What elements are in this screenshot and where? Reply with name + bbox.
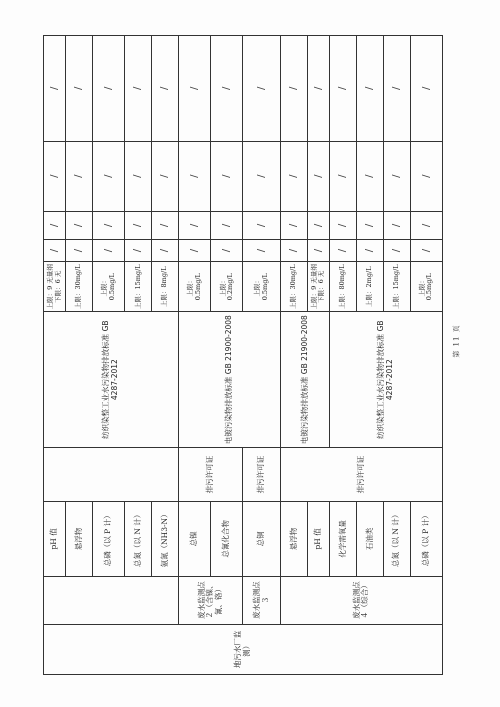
dash-cell: /	[125, 211, 152, 239]
dash-cell: /	[179, 141, 211, 211]
param-cell: 总磷（以 P 计）	[410, 502, 442, 576]
param-cell: 总氰化合物	[211, 502, 243, 576]
param-cell: 总氮（以 N 计）	[125, 502, 152, 576]
dash-cell: /	[307, 141, 329, 211]
dash-cell: /	[125, 36, 152, 142]
dash-cell: /	[211, 141, 243, 211]
dash-cell: /	[211, 36, 243, 142]
dash-cell: /	[92, 141, 124, 211]
dash-cell: /	[179, 36, 211, 142]
dash-cell: /	[280, 141, 307, 211]
dash-cell: /	[356, 141, 383, 211]
permit-cell: 排污许可证	[243, 447, 281, 501]
standard-cell: 纺织染整工业水污染物排放标准 GB 4287-2012	[329, 312, 442, 448]
dash-cell: /	[152, 141, 179, 211]
dash-cell: /	[383, 141, 410, 211]
permit-cell	[44, 447, 179, 501]
limit-cell: 上限：9 无量纲 下限：6 无	[44, 262, 66, 312]
dash-cell: /	[280, 240, 307, 262]
dash-cell: /	[66, 211, 93, 239]
limit-cell: 上限：2mg/L	[356, 262, 383, 312]
dash-cell: /	[125, 141, 152, 211]
dash-cell: /	[243, 141, 281, 211]
table-row	[280, 36, 307, 675]
limit-cell: 上限：0.5mg/L	[243, 262, 281, 312]
dash-cell: /	[356, 36, 383, 142]
param-cell: 总氮（以 N 计）	[383, 502, 410, 576]
param-cell: 总磷（以 P 计）	[92, 502, 124, 576]
dash-cell: /	[410, 211, 442, 239]
dash-cell: /	[92, 36, 124, 142]
dash-cell: /	[243, 211, 281, 239]
param-cell: pH 值	[307, 502, 329, 576]
dash-cell: /	[66, 141, 93, 211]
permit-cell: 排污许可证	[280, 447, 442, 501]
param-cell: 氨氮（NH3-N）	[152, 502, 179, 576]
limit-cell: 上限：9 无量纲 下限：6 无	[307, 262, 329, 312]
dash-cell: /	[410, 240, 442, 262]
page-number: 第 11 页	[452, 324, 461, 358]
table-row	[44, 36, 66, 675]
dash-cell: /	[44, 240, 66, 262]
dash-cell: /	[211, 240, 243, 262]
param-cell: 化学需氧量	[329, 502, 356, 576]
dash-cell: /	[66, 36, 93, 142]
limit-cell: 上限：0.2mg/L	[211, 262, 243, 312]
dash-cell: /	[410, 36, 442, 142]
limit-cell: 上限：0.5mg/L	[92, 262, 124, 312]
limit-cell: 上限：8mg/L	[152, 262, 179, 312]
table-row	[179, 36, 211, 675]
limit-cell: 上限：30mg/L	[280, 262, 307, 312]
param-cell: 悬浮物	[66, 502, 93, 576]
limit-cell: 上限：30mg/L	[66, 262, 93, 312]
limit-cell: 上限：80mg/L	[329, 262, 356, 312]
dash-cell: /	[307, 36, 329, 142]
param-cell: 石油类	[356, 502, 383, 576]
dash-cell: /	[356, 211, 383, 239]
monitoring-table-rotated	[43, 35, 443, 675]
permit-cell: 排污许可证	[179, 447, 243, 501]
point-label	[44, 576, 179, 624]
dash-cell: /	[179, 240, 211, 262]
standard-cell: 电镀污染物排放标准 GB 21900-2008	[179, 312, 281, 448]
dash-cell: /	[307, 211, 329, 239]
standard-cell: 电镀污染物排放标准 GB 21900-2008	[280, 312, 329, 448]
limit-cell: 上限：15mg/L	[125, 262, 152, 312]
param-cell: 总镍	[179, 502, 211, 576]
dash-cell: /	[152, 36, 179, 142]
dash-cell: /	[329, 36, 356, 142]
dash-cell: /	[243, 36, 281, 142]
limit-cell: 上限：15mg/L	[383, 262, 410, 312]
dash-cell: /	[44, 211, 66, 239]
dash-cell: /	[410, 141, 442, 211]
dash-cell: /	[125, 240, 152, 262]
dash-cell: /	[152, 240, 179, 262]
point-label: 废水监测点４（综合）	[280, 576, 442, 624]
dash-cell: /	[92, 240, 124, 262]
dash-cell: /	[44, 36, 66, 142]
point-label: 废水监测点２（含镍、氰、铬）	[179, 576, 243, 624]
dash-cell: /	[329, 211, 356, 239]
limit-cell: 上限：0.5mg/L	[410, 262, 442, 312]
point-label: 废水监测点３	[243, 576, 281, 624]
dash-cell: /	[280, 211, 307, 239]
dash-cell: /	[329, 240, 356, 262]
dash-cell: /	[383, 240, 410, 262]
dash-cell: /	[280, 36, 307, 142]
param-cell: 总铜	[243, 502, 281, 576]
dash-cell: /	[66, 240, 93, 262]
dash-cell: /	[383, 211, 410, 239]
dash-cell: /	[383, 36, 410, 142]
standard-cell: 纺织染整工业水污染物排放标准 GB 4287-2012	[44, 312, 179, 448]
param-cell: pH 值	[44, 502, 66, 576]
dash-cell: /	[152, 211, 179, 239]
limit-cell: 上限：0.5mg/L	[179, 262, 211, 312]
dash-cell: /	[211, 211, 243, 239]
dash-cell: /	[329, 141, 356, 211]
dash-cell: /	[356, 240, 383, 262]
section-label: 地污水厂监测）	[44, 624, 443, 674]
dash-cell: /	[92, 211, 124, 239]
dash-cell: /	[307, 240, 329, 262]
dash-cell: /	[243, 240, 281, 262]
dash-cell: /	[179, 211, 211, 239]
param-cell: 悬浮物	[280, 502, 307, 576]
monitoring-table	[43, 35, 443, 675]
dash-cell: /	[44, 141, 66, 211]
